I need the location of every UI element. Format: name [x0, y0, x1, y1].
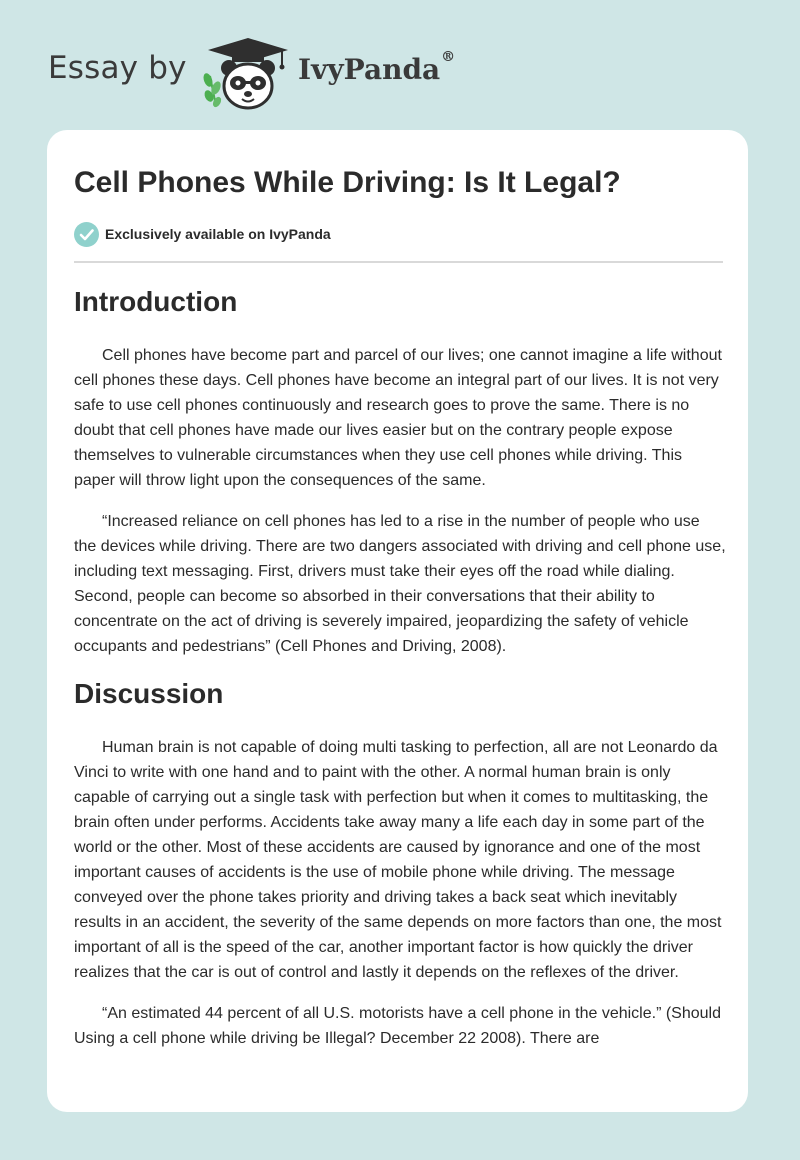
- paragraph: “An estimated 44 percent of all U.S. motorists have a cell phone in the vehicle.” (Should Using a cell phone while driving be Illegal? December 22 2008). There are: [74, 1005, 721, 1047]
- essay-by-label: Essay by: [48, 50, 187, 86]
- exclusive-badge-text: Exclusively available on IvyPanda: [105, 226, 331, 242]
- section-heading-introduction: Introduction: [74, 286, 238, 317]
- check-circle-icon: [74, 222, 99, 247]
- brand-name-text: IvyPanda: [298, 53, 441, 86]
- brand-name[interactable]: [298, 49, 456, 86]
- site-header: [0, 0, 800, 130]
- section-heading-discussion: Discussion: [74, 678, 224, 709]
- panda-logo-icon[interactable]: [202, 36, 294, 112]
- essay-body: [74, 280, 726, 1051]
- paragraph: Human brain is not capable of doing multi tasking to perfection, all are not Leonardo da Vinci to write with one hand and to paint with the other. A normal human brain is only capable of carrying out a single task with perfection but when it comes to multitasking, the brain often under performs. Accidents take away many a life each day in some part of the world or the other. Most of these accidents are caused by ignorance and one of the most important causes of accidents is the use of mobile phone while driving. The message conveyed over the phone takes priority and driving takes a back seat which inevitably results in an accident, the severity of the same depends on more factors than one, the most important of all is the speed of the car, another important factor is how quickly the driver realizes that the car is out of control and lastly it depends on the reflexes of the driver.: [74, 739, 722, 981]
- paragraph: “Increased reliance on cell phones has led to a rise in the number of people who use the devices while driving. There are two dangers associated with driving and cell phone use, including text messaging. First, drivers must take their eyes off the road while dialing. Second, people can become so absorbed in their conversations that their ability to concentrate on the act of driving is severely impaired, jeopardizing the safety of vehicle occupants and pedestrians” (Cell Phones and Driving, 2008).: [74, 513, 726, 655]
- exclusive-badge: [74, 221, 331, 247]
- title-divider: [74, 261, 723, 263]
- paragraph: Cell phones have become part and parcel of our lives; one cannot imagine a life without cell phones these days. Cell phones have become an integral part of our lives. It is not very safe to use cell phones continuously and research goes to prove the same. There is no doubt that cell phones have made our lives easier but on the contrary people expose themselves to vulnerable circumstances when they use cell phones while driving. This paper will throw light upon the consequences of the same.: [74, 347, 722, 489]
- registered-mark: ®: [441, 49, 456, 65]
- page-title: Cell Phones While Driving: Is It Legal?: [74, 166, 621, 199]
- essay-card: [47, 130, 748, 1112]
